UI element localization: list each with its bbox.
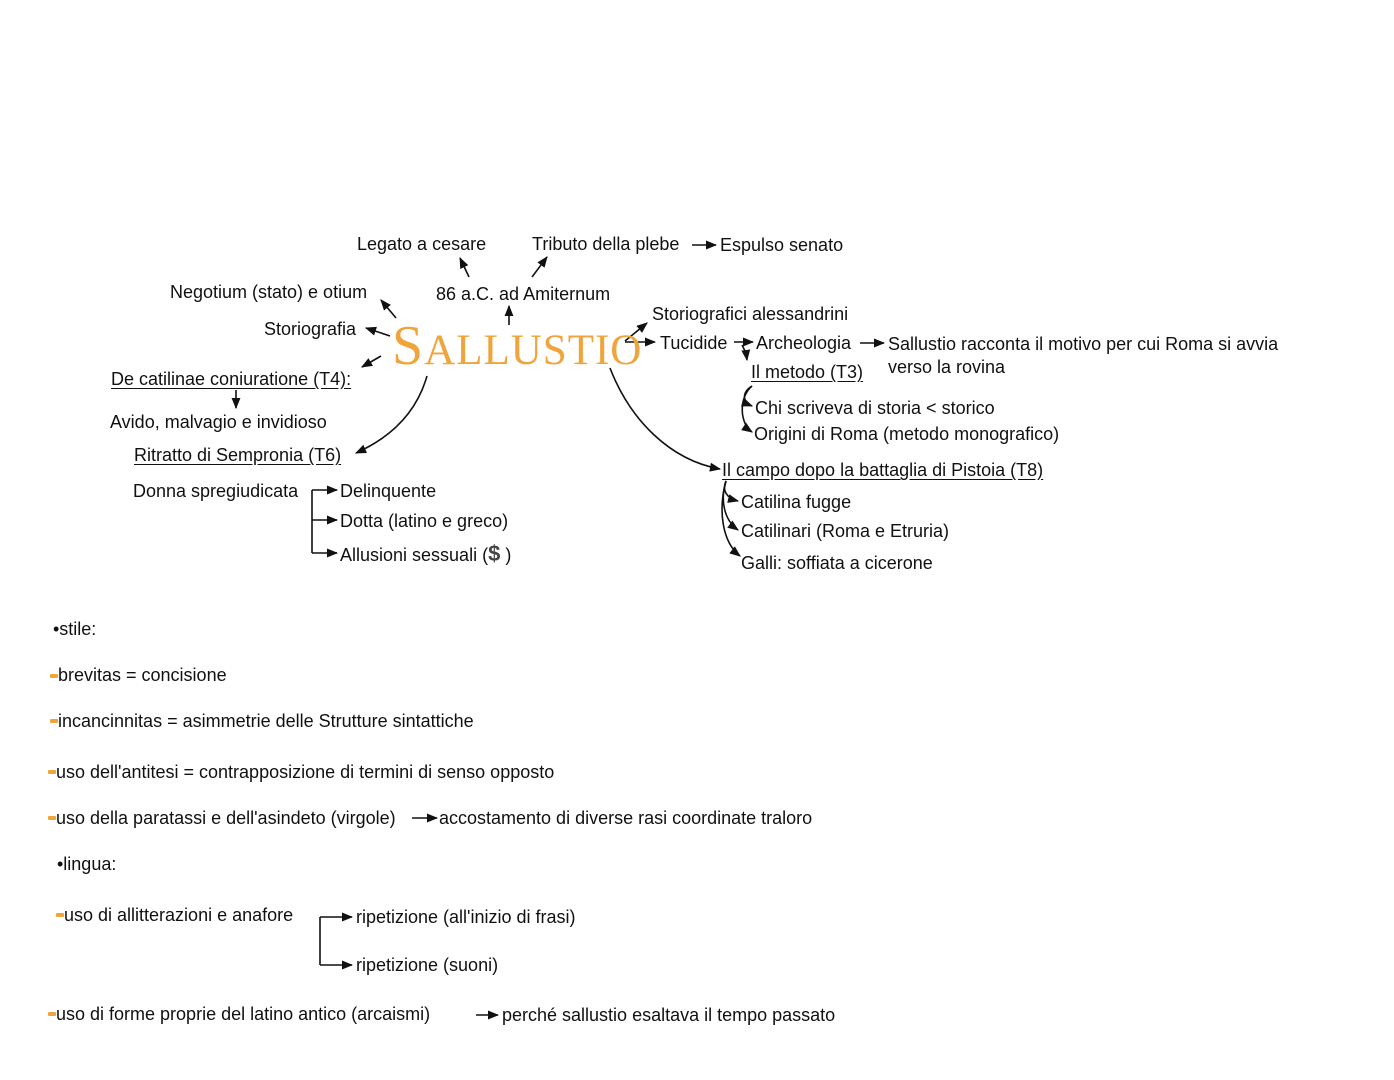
arrow-to-storiografia <box>366 328 390 336</box>
node-metodo: Il metodo (T3) <box>751 362 864 382</box>
node-sempronia-title: Ritratto di Sempronia (T6) <box>134 445 342 465</box>
node-racconta-line2: verso la rovina <box>888 357 1006 377</box>
arrow-to-tributo <box>532 257 547 277</box>
node-nascita: 86 a.C. ad Amiternum <box>436 284 611 304</box>
node-catilinae-title: De catilinae coniuratione (T4): <box>111 369 352 389</box>
node-catilinari: Catilinari (Roma e Etruria) <box>741 521 950 541</box>
node-allusioni: Allusioni sessuali ($ ) <box>340 541 512 566</box>
note-ripetizione-frasi: ripetizione (all'inizio di frasi) <box>356 907 576 927</box>
node-campo: Il campo dopo la battaglia di Pistoia (T8) <box>722 460 1044 480</box>
node-chi: Chi scriveva di storia < storico <box>755 398 995 418</box>
arrow-to-catilina <box>725 481 739 501</box>
node-archeologia: Archeologia <box>756 333 852 353</box>
note-antitesi: uso dell'antitesi = contrapposizione di termini di senso opposto <box>56 762 555 782</box>
note-brevitas: brevitas = concisione <box>58 665 227 685</box>
node-galli: Galli: soffiata a cicerone <box>741 553 933 573</box>
arrow-to-origini <box>742 386 752 432</box>
note-esaltava: perché sallustio esaltava il tempo passato <box>502 1005 836 1025</box>
node-alessandrini: Storiografici alessandrini <box>652 304 849 324</box>
dollar-icon: $ <box>488 541 501 566</box>
node-tributo: Tributo della plebe <box>532 234 680 254</box>
dash-marker <box>56 913 64 917</box>
note-ripetizione-suoni: ripetizione (suoni) <box>356 955 499 975</box>
dash-marker <box>50 674 58 678</box>
branch-allitterazioni <box>320 917 350 965</box>
node-espulso: Espulso senato <box>720 235 844 255</box>
node-catilina: Catilina fugge <box>741 492 852 512</box>
arrow-to-legato <box>460 258 469 277</box>
node-storiografia: Storiografia <box>264 319 357 339</box>
node-negotium: Negotium (stato) e otium <box>170 282 368 302</box>
branch-donna <box>312 490 336 553</box>
arrow-to-catilinae <box>362 356 381 367</box>
node-donna: Donna spregiudicata <box>133 481 299 501</box>
note-paratassi: uso della paratassi e dell'asindeto (virgole) <box>56 808 396 828</box>
node-origini: Origini di Roma (metodo monografico) <box>754 424 1060 444</box>
node-dotta: Dotta (latino e greco) <box>340 511 509 531</box>
node-delinquente: Delinquente <box>340 481 437 501</box>
node-racconta-line1: Sallustio racconta il motivo per cui Roma si avvia <box>888 334 1279 354</box>
node-tucidide: Tucidide <box>660 333 728 353</box>
note-accostamento: accostamento di diverse rasi coordinate traloro <box>439 808 813 828</box>
arrow-to-catilinari <box>723 481 738 530</box>
arrow-to-metodo <box>742 345 747 360</box>
node-legato: Legato a cesare <box>357 234 487 254</box>
map-center-title: SALLUSTIO <box>392 315 643 377</box>
note-arcaismi: uso di forme proprie del latino antico (arcaismi) <box>56 1004 431 1024</box>
dash-marker <box>48 770 56 774</box>
notes-stile-heading: •stile: <box>53 619 97 639</box>
dash-marker <box>48 816 56 820</box>
arrow-to-campo <box>610 368 720 469</box>
node-avido: Avido, malvagio e invidioso <box>110 412 327 432</box>
note-allitterazioni: uso di allitterazioni e anafore <box>64 905 294 925</box>
note-incancinnitas: incancinnitas = asimmetrie delle Strutture sintattiche <box>58 711 474 731</box>
dash-marker <box>48 1012 56 1016</box>
notes-lingua-heading: •lingua: <box>57 854 117 874</box>
dash-marker <box>50 719 58 723</box>
arrow-to-sempronia <box>356 376 427 453</box>
